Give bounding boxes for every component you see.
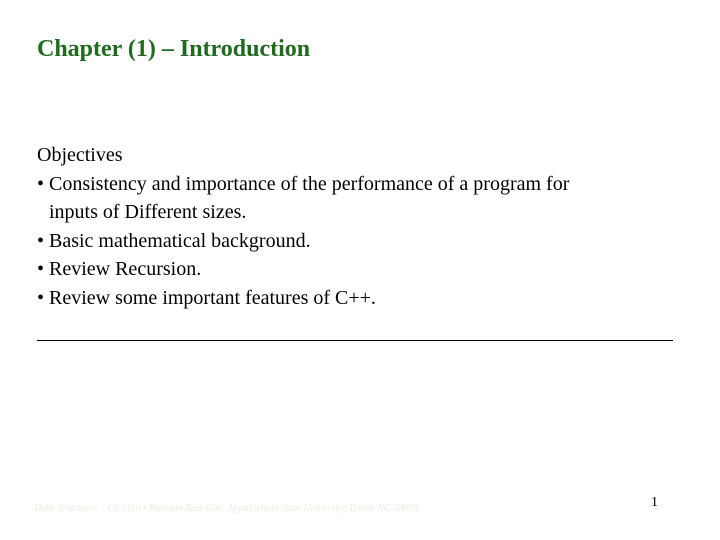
bullet-item: • Review Recursion. [37,258,202,281]
objectives-heading: Objectives [37,144,123,166]
slide-footer: Data Structures – CS 2110 • Rahman Baik Kim, Appalachian State University, Boone NC 28608 [34,503,419,514]
bullet-item: • Review some important features of C++. [37,286,376,309]
bullet-item: • Basic mathematical background. [37,229,311,252]
slide-body [37,141,687,313]
page-number: 1 [651,495,658,510]
slide-title: Chapter (1) – Introduction [37,36,311,62]
horizontal-divider [37,340,673,341]
bullet-item-continuation: inputs of Different sizes. [49,201,247,224]
bullet-item: • Consistency and importance of the performance of a program for [37,172,570,195]
